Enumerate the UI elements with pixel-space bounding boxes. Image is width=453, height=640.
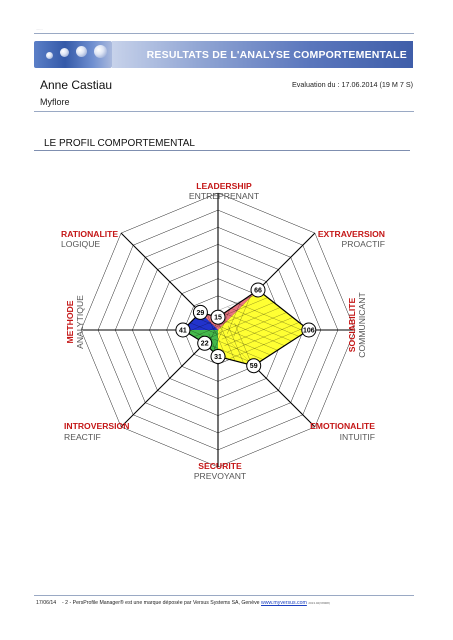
report-title: RESULTATS DE L'ANALYSE COMPORTEMENTALE (146, 48, 407, 61)
value-label: 31 (214, 353, 222, 361)
footer-date: 17/06/14 (36, 600, 57, 606)
section-title: LE PROFIL COMPORTEMENTAL (44, 138, 195, 149)
person-name: Anne Castiau (40, 78, 113, 92)
value-label: 41 (179, 327, 187, 335)
value-label: 15 (214, 314, 222, 322)
axis-label (347, 292, 367, 358)
axis-label-main: INTROVERSION (64, 421, 130, 431)
axis-label-main: EXTRAVERSION (317, 229, 385, 239)
axis-label-sub: LOGIQUE (61, 239, 101, 249)
axis-label-sub: COMMUNICANT (357, 292, 367, 358)
axis-label-sub: INTUITIF (339, 432, 375, 442)
footer-text: - 2 - PersProfile Manager® est une marque déposée par Versus Systems SA, Genève (61, 600, 260, 606)
header-tiny-text: ........ (36, 27, 43, 31)
value-label: 29 (196, 309, 205, 317)
axis-label-sub: PREVOYANT (193, 471, 247, 481)
axis-label-sub: ANALYTIQUE (75, 295, 85, 349)
footer-rule (34, 595, 414, 596)
axis-label-main: EMOTIONALITE (310, 421, 375, 431)
axis-label-main: RATIONALITE (61, 229, 119, 239)
value-label: 22 (200, 340, 209, 348)
axis-label-sub: ENTREPRENANT (188, 191, 260, 201)
evaluation-date: Evaluation du : 17.06.2014 (19 M 7 S) (292, 80, 414, 89)
footer-link[interactable]: www.myversus.com (261, 600, 307, 606)
company-name: Myflore (40, 97, 70, 107)
axis-label-sub: PROACTIF (341, 239, 385, 249)
axis-label (65, 295, 85, 349)
value-label: 66 (254, 287, 262, 295)
axis-label-main: SECURITE (198, 461, 242, 471)
value-label: 59 (249, 363, 258, 371)
axis-label-main: SOCIABILITE (347, 297, 357, 353)
axis-label-main: METHODE (65, 300, 75, 344)
axis-label-sub: REACTIF (64, 432, 101, 442)
footer-code: 2013.02(V8008) (308, 601, 330, 605)
footer (36, 600, 330, 606)
axis-label-main: LEADERSHIP (196, 181, 252, 191)
value-label: 106 (302, 327, 315, 335)
